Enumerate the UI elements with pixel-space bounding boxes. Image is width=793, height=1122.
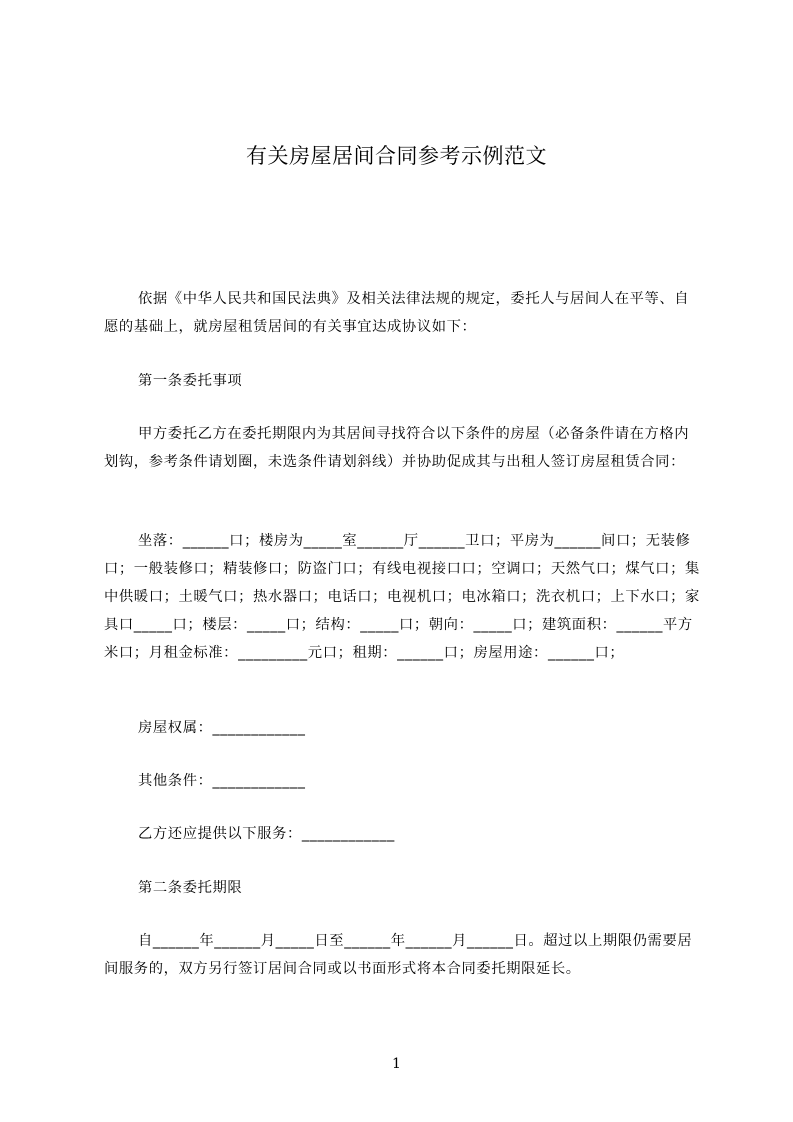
article-1-paragraph: 甲方委托乙方在委托期限内为其居间寻找符合以下条件的房屋（必备条件请在方格内划钩，参考条件请划圈，未选条件请划斜线）并协助促成其与出租人签订房屋租赁合同： [104,426,690,470]
article-2-heading: 第二条委托期限 [138,880,243,896]
intro-paragraph: 依据《中华人民共和国民法典》及相关法律法规的规定，委托人与居间人在平等、自愿的基础上，就房屋租赁居间的有关事宜达成协议如下： [104,291,690,335]
page-number: 1 [392,1056,401,1072]
property-conditions-paragraph: 坐落：______口；楼房为_____室______厅______卫口；平房为______间口；无装修口；一般装修口；精装修口；防盗门口；有线电视接口口；空调口；天然气口；煤气口；集中供暖口；土暖气口；热水器口；电话口；电视机口；电冰箱口；洗衣机口；上下水口；家具口_____口；楼层：_____口；结构：_____口；朝向：_____口；建筑面积：______平方米口；月租金标准：_________元口；租期：______口；房屋用途：______口； [104,533,700,661]
other-conditions-line: 其他条件：____________ [138,773,306,789]
property-ownership-line: 房屋权属：____________ [138,720,306,736]
article-1-heading: 第一条委托事项 [138,373,243,389]
document-title: 有关房屋居间合同参考示例范文 [246,144,547,168]
article-2-paragraph: 自______年______月_____日至______年______月______日。超过以上期限仍需要居间服务的，双方另行签订居间合同或以书面形式将本合同委托期限延长。 [104,933,693,977]
additional-services-line: 乙方还应提供以下服务：____________ [138,826,395,842]
